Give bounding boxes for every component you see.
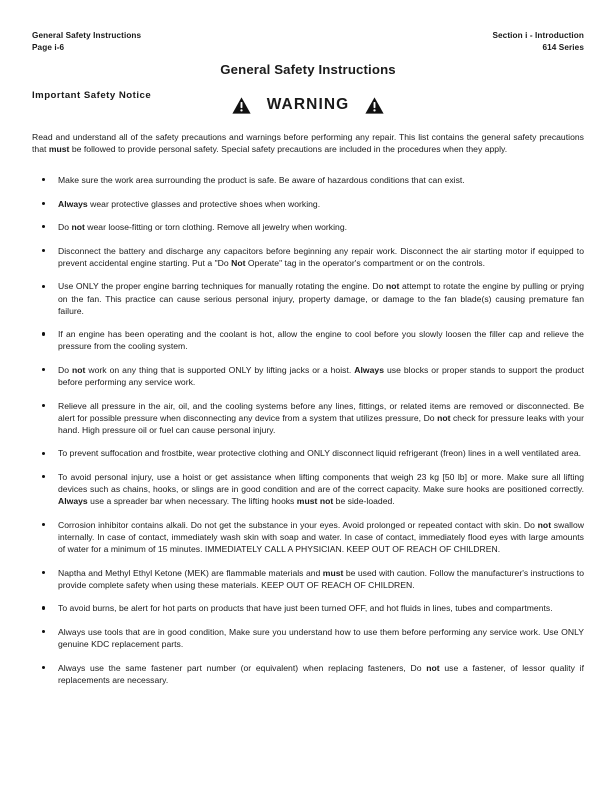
bullet-dot-icon <box>42 202 45 205</box>
list-item-text: Make sure the work area surrounding the product is safe. Be aware of hazardous conditions that can exist. <box>58 175 465 185</box>
running-header-right <box>492 30 584 53</box>
list-item-text: Disconnect the battery and discharge any capacitors before beginning any repair work. Disconnect the air starting motor if equipped to prevent accidental engine starting. Put a "Do Not Operate" tag in the operator's compartment or on the controls. <box>58 245 584 268</box>
bullet-dot-icon <box>42 225 45 228</box>
intro-paragraph: Read and understand all of the safety precautions and warnings before performing any repair. This list contains the general safety precautions that must be followed to provide personal safety. Special safety precautions are included in the procedures when they apply. <box>32 132 584 155</box>
header-section-name: Section i - Introduction <box>492 31 584 40</box>
bullet-dot-icon <box>42 249 45 252</box>
bullet-dot-icon <box>42 285 45 288</box>
bullet-dot-icon <box>42 178 45 181</box>
bullet-dot-icon <box>42 452 45 455</box>
bullet-dot-icon <box>42 332 45 335</box>
list-item-text: To avoid burns, be alert for hot parts on products that have just been turned OFF, and hot fluids in lines, tubes and compartments. <box>58 603 553 614</box>
list-item <box>32 662 584 686</box>
header-page-number: Page i-6 <box>32 42 65 52</box>
warning-triangle-icon <box>232 97 251 114</box>
list-item <box>32 174 584 186</box>
list-item-text: Do not work on any thing that is supported ONLY by lifting jacks or a hoist. Always use blocks or proper stands to support the product before performing any service work. <box>58 364 584 388</box>
list-item-text: Always use the same fastener part number (or equivalent) when replacing fasteners, Do not use a fastener, of lessor quality if replacements are necessary. <box>58 662 584 685</box>
list-item-text: Corrosion inhibitor contains alkali. Do not get the substance in your eyes. Avoid prolonged or repeated contact with skin. Do not swallow internally. In case of contact, immediately wash skin with soap and water. In case of contact, immediately flood eyes with large amounts of water for a minimum of 15 minutes. IMMEDIATELY CALL A PHYSICIAN. KEEP OUT OF REACH OF CHILDREN. <box>58 519 585 554</box>
list-item <box>32 198 584 210</box>
important-safety-notice-label: Important Safety Notice <box>32 90 152 101</box>
bullet-dot-icon <box>42 368 45 371</box>
list-item-text: Naptha and Methyl Ethyl Ketone (MEK) are flammable materials and must be used with caution. Follow the manufacturer's instructions to provide complete safety when using these materials. KEEP OUT OF REACH OF CHILDREN. <box>58 567 584 590</box>
list-item <box>32 567 584 591</box>
bullet-dot-icon <box>42 571 45 574</box>
list-item <box>32 245 584 269</box>
warning-label: WARNING <box>266 96 350 113</box>
list-item <box>32 519 584 555</box>
running-header <box>32 30 584 53</box>
bullet-dot-icon <box>42 404 45 407</box>
safety-notice-row <box>32 90 584 120</box>
list-item <box>32 602 584 614</box>
list-item <box>32 400 584 436</box>
header-document-title: General Safety Instructions <box>32 31 142 40</box>
list-item <box>32 364 584 388</box>
bullet-dot-icon <box>42 606 45 609</box>
list-item-text: Relieve all pressure in the air, oil, and the cooling systems before any lines, fittings, or related items are removed or disconnected. Be alert for possible pressure when disconnecting any device from a system that utilizes pressure, Do not check for pressure leaks with your hand. High pressure oil or fuel can cause personal injury. <box>58 400 584 435</box>
safety-precaution-list <box>32 174 584 686</box>
header-series-name: 614 Series <box>542 42 584 52</box>
list-item-text: Do not wear loose-fitting or torn clothing. Remove all jewelry when working. <box>58 222 348 233</box>
list-item-text: Use ONLY the proper engine barring techniques for manually rotating the engine. Do not attempt to rotate the engine by pulling or prying on the fan. This practice can cause serious personal injury, property damage, or damage to the fan blade(s) causing premature fan failure. <box>58 281 584 316</box>
bullet-dot-icon <box>42 630 45 633</box>
bullet-dot-icon <box>42 523 45 526</box>
bullet-dot-icon <box>42 475 45 478</box>
list-item <box>32 221 584 233</box>
list-item-text: To avoid personal injury, use a hoist or get assistance when lifting components that weigh 23 kg [50 lb] or more. Make sure all lifting devices such as chains, hooks, or slings are in good condition and are of the correct capacity. Make sure hooks are positioned correctly. Always use a spreader bar when necessary. The lifting hooks must not be side-loaded. <box>58 472 584 507</box>
list-item-text: Always wear protective glasses and protective shoes when working. <box>58 198 321 209</box>
list-item-text: To prevent suffocation and frostbite, wear protective clothing and ONLY disconnect liquid refrigerant (freon) lines in a well ventilated area. <box>58 448 582 459</box>
list-item <box>32 471 584 507</box>
list-item-text: If an engine has been operating and the coolant is hot, allow the engine to cool before you slowly loosen the filler cap and relieve the pressure from the cooling system. <box>58 329 584 352</box>
running-header-left <box>32 30 141 53</box>
list-item-text: Always use tools that are in good condition, Make sure you understand how to use them before performing any service work. Use ONLY genuine KDC replacement parts. <box>58 626 584 649</box>
warning-triangle-icon <box>365 97 384 114</box>
list-item <box>32 626 584 650</box>
bullet-dot-icon <box>42 666 45 669</box>
list-item <box>32 328 584 352</box>
page-title: General Safety Instructions <box>220 62 396 77</box>
list-item <box>32 447 584 459</box>
list-item <box>32 280 584 316</box>
warning-band <box>32 96 584 114</box>
